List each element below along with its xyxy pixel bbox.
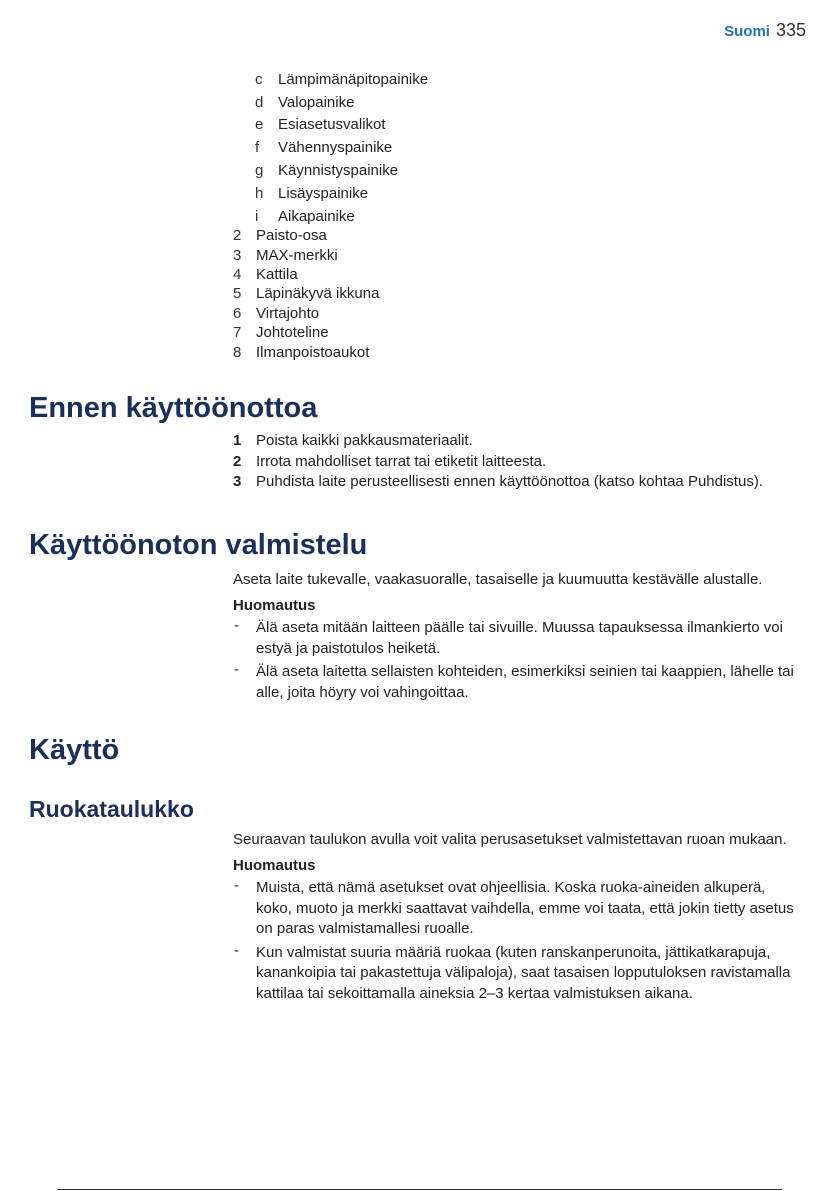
note-list: [233, 878, 798, 1004]
note-label: Huomautus: [233, 856, 316, 874]
preparation-intro: Aseta laite tukevalle, vaakasuoralle, tasaiselle ja kuumuutta kestävälle alustalle.: [233, 571, 763, 588]
list-item: d Valopainike: [255, 93, 355, 111]
list-item: 2 Paisto-osa: [233, 227, 327, 245]
list-item: e Esiasetusvalikot: [255, 116, 386, 134]
control-panel-list: [255, 68, 428, 228]
bullet-dash: -: [234, 941, 239, 959]
page-number: 335: [775, 20, 806, 40]
heading-before-use: Ennen käyttöönottoa: [29, 392, 318, 424]
list-item: - Älä aseta mitään laitteen päälle tai sivuille. Muussa tapauksessa ilmankierto voi estyä ja paistotulos heiketä.: [234, 617, 783, 657]
food-table-body: [233, 830, 798, 1007]
list-item: g Käynnistyspainike: [255, 162, 399, 180]
list-item: 7 Johtoteline: [233, 324, 329, 342]
note-label: Huomautus: [233, 596, 316, 614]
note-list: [233, 618, 813, 703]
step-item: 2 Irrota mahdolliset tarrat tai etiketit laitteesta.: [233, 452, 547, 470]
step-item: 1 Poista kaikki pakkausmateriaalit.: [233, 431, 473, 449]
list-item: 4 Kattila: [233, 265, 298, 283]
bullet-dash: -: [234, 617, 239, 634]
list-item: - Älä aseta laitetta sellaisten kohteiden, esimerkiksi seinien tai kaappien, lähelle tai alle, joita höyry voi vahingoittaa.: [234, 661, 794, 701]
list-item: 8 Ilmanpoistoaukot: [233, 343, 370, 361]
list-item: f Vähennyspainike: [255, 139, 393, 157]
heading-food-table: Ruokataulukko: [29, 796, 194, 822]
food-table-intro: Seuraavan taulukon avulla voit valita perusasetukset valmistettavan ruoan mukaan.: [233, 831, 787, 848]
list-item: 6 Virtajohto: [233, 304, 320, 322]
list-item: h Lisäyspainike: [255, 184, 369, 202]
heading-preparation: Käyttöönoton valmistelu: [29, 529, 368, 561]
heading-use: Käyttö: [29, 734, 120, 766]
footer-divider: [57, 1189, 782, 1190]
language-label: Suomi: [724, 23, 770, 40]
before-use-steps: [233, 430, 763, 492]
preparation-body: [233, 570, 813, 706]
step-item: 3 Puhdista laite perusteellisesti ennen käyttöönottoa (katso kohtaa Puhdistus).: [233, 473, 763, 491]
bullet-dash: -: [234, 877, 239, 894]
list-item: - Muista, että nämä asetukset ovat ohjeellisia. Koska ruoka-aineiden alkuperä, koko, muoto ja merkki saattavat vaihdella, emme voi taata, että jokin tietty asetus on paras valmistamallesi ruoalle.: [234, 877, 794, 937]
page-header: [724, 20, 806, 41]
list-item: 5 Läpinäkyvä ikkuna: [233, 285, 380, 303]
list-item: i Aikapainike: [255, 207, 355, 225]
list-item: - Kun valmistat suuria määriä ruokaa (kuten ranskanperunoita, jättikatkarapuja, kanankoipia tai pakastettuja välipaloja), saat tasaisen lopputuloksen ravistamalla kattilaa tai sekoittamalla aineksia 2–3 kertaa valmistuksen aikana.: [234, 941, 791, 1002]
list-item: 3 MAX-merkki: [233, 246, 338, 264]
list-item: c Lämpimänäpitopainike: [255, 70, 429, 88]
bullet-dash: -: [234, 661, 239, 678]
parts-list: [233, 226, 379, 362]
